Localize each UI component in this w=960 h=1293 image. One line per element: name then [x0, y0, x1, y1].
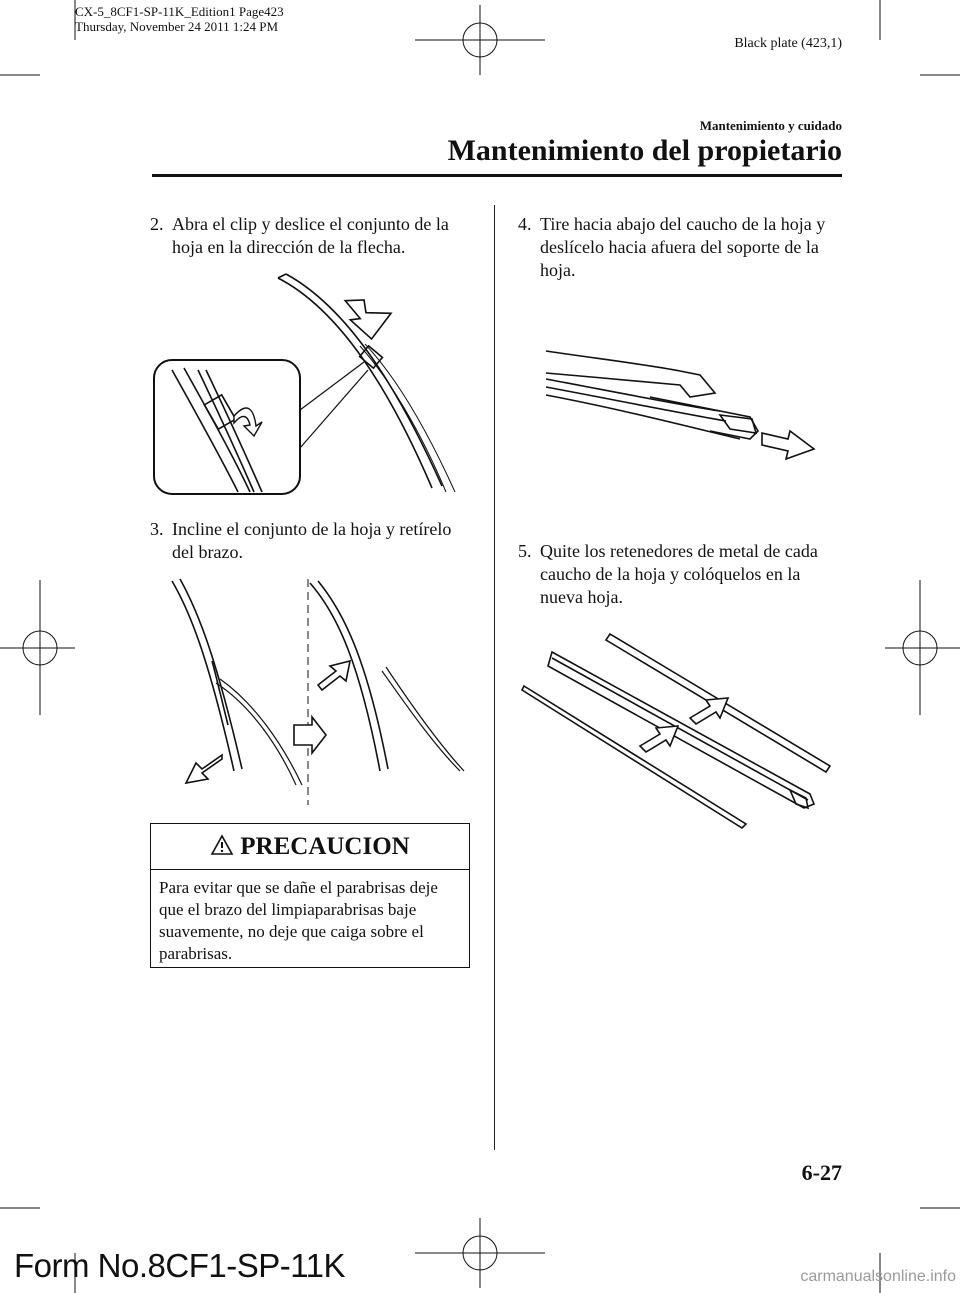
watermark: carmanualsonline.info [800, 1268, 956, 1285]
caution-header [151, 824, 469, 870]
section-subtitle: Mantenimiento y cuidado [699, 118, 842, 133]
header-rule [152, 174, 842, 177]
caution-box [150, 823, 470, 968]
illustration-remove-blade [150, 575, 470, 805]
caution-text: Para evitar que se dañe el parabrisas deje que el brazo del limpiaparabrisas baje suavemente, no deje que caiga sobre el parabrisas. [159, 878, 438, 963]
step-3 [150, 518, 470, 564]
step-4 [518, 213, 842, 282]
step-text: Abra el clip y deslice el conjunto de la hoja en la dirección de la flecha. [172, 214, 449, 257]
step-text: Incline el conjunto de la hoja y retírelo del brazo. [172, 519, 452, 562]
step-2 [150, 213, 470, 259]
caution-heading: PRECAUCION [240, 833, 410, 860]
step-number: 5. [518, 541, 532, 561]
print-date-line: Thursday, November 24 2011 1:24 PM [75, 19, 279, 34]
step-number: 2. [150, 214, 164, 234]
illustration-pull-rubber [540, 335, 830, 465]
illustration-slide-blade [150, 270, 470, 502]
print-file-line: CX-5_8CF1-SP-11K_Edition1 Page423 [75, 4, 284, 19]
step-number: 4. [518, 214, 532, 234]
step-number: 3. [150, 519, 164, 539]
print-info [75, 4, 284, 34]
step-text: Quite los retenedores de metal de cada caucho de la hoja y colóquelos en la nueva hoja. [540, 541, 818, 607]
illustration-metal-retainers [520, 630, 840, 830]
step-text: Tire hacia abajo del caucho de la hoja y deslícelo hacia afuera del soporte de la hoja. [540, 214, 826, 280]
form-number: Form No.8CF1-SP-11K [14, 1247, 345, 1284]
column-divider [494, 205, 495, 1150]
plate-label: Black plate (423,1) [734, 36, 842, 51]
step-5 [518, 540, 842, 609]
warning-triangle-icon [210, 834, 234, 856]
section-title: Mantenimiento del propietario [447, 134, 842, 167]
page-number: 6-27 [801, 1160, 842, 1185]
